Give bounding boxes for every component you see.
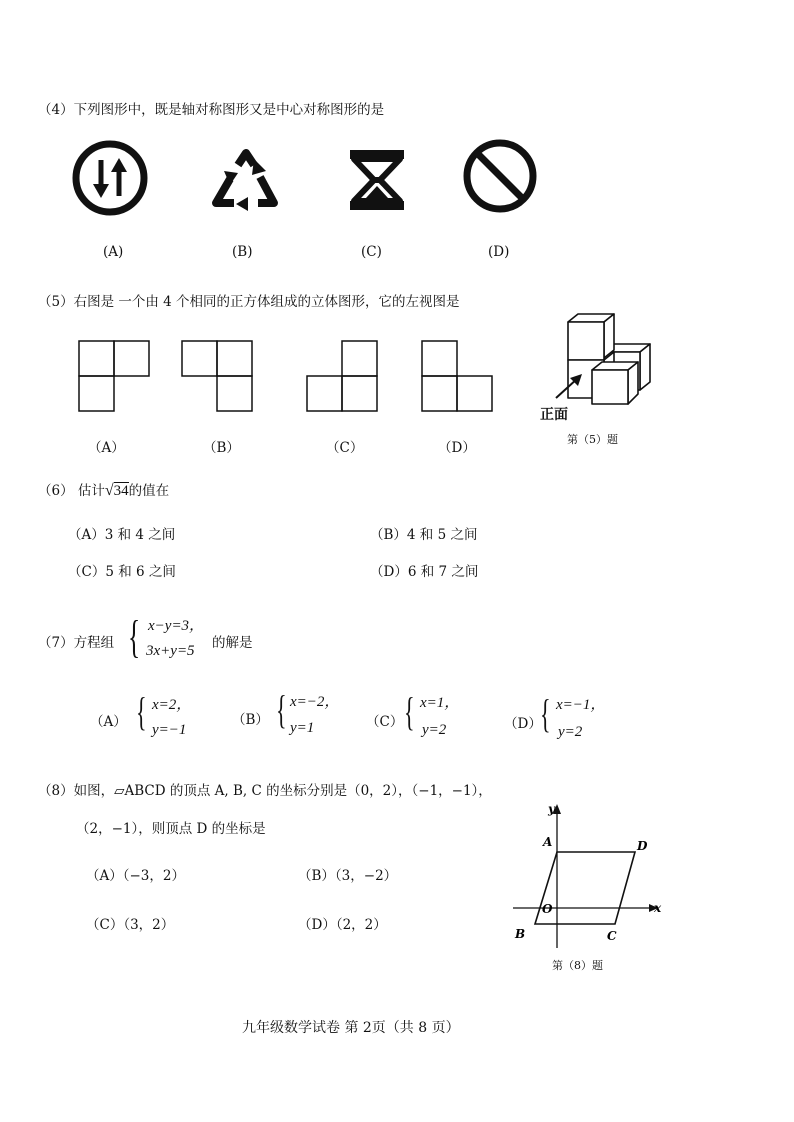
vertex-d-label: D — [637, 839, 648, 853]
up-down-arrows-symbol-icon — [70, 138, 150, 218]
q7-c-line2: y=2 — [422, 722, 447, 738]
q5-label-d: （D） — [438, 440, 476, 456]
q7-b-line1: x=−2， — [290, 694, 340, 710]
q6-stem-suffix: 的值在 — [128, 483, 170, 499]
q7-label-c: （C） — [366, 714, 404, 730]
q5-stem: （5）右图是 一个由 4 个相同的正方体组成的立体图形，它的左视图是 — [38, 294, 460, 310]
q6-option-d: （D）6 和 7 之间 — [370, 564, 479, 580]
q7-b-line2: y=1 — [290, 720, 315, 736]
prohibition-sign-icon — [460, 136, 540, 216]
q5-label-a: （A） — [88, 440, 125, 456]
q8-option-b: （B）（3，−2） — [298, 868, 398, 884]
q7-stem-prefix: （7）方程组 — [38, 635, 115, 651]
q8-option-c: （C）（3，2） — [86, 917, 175, 933]
q6-option-a: （A）3 和 4 之间 — [68, 527, 176, 543]
q6-stem-prefix: （6） 估计 — [38, 483, 105, 499]
q7-eq2: 3x+y=5 — [146, 643, 195, 659]
q5-option-d-figure — [421, 340, 493, 412]
q8-option-a: （A）（−3，2） — [86, 868, 185, 884]
q7-d-line2: y=2 — [558, 724, 583, 740]
q7-d-line1: x=−1， — [556, 697, 606, 713]
q7-c-line1: x=1， — [420, 695, 460, 711]
sqrt-sign: √ — [104, 482, 114, 499]
q7-a-line1: x=2， — [152, 697, 192, 713]
q7-brace-b: { — [276, 687, 287, 732]
q7-label-d: （D） — [504, 716, 542, 732]
q7-brace-c: { — [404, 689, 415, 734]
q4-label-b: (B) — [232, 244, 253, 260]
q7-brace-a: { — [136, 689, 147, 734]
q7-label-a: （A） — [90, 714, 127, 730]
q6-stem — [38, 482, 169, 500]
q6-radicand: 34 — [113, 483, 129, 499]
vertex-a-label: A — [543, 835, 553, 849]
q8-stem-line1: （8）如图，▱ABCD 的顶点 A, B, C 的坐标分别是（0，2），（−1，−1）， — [38, 783, 492, 799]
q7-stem-suffix: 的解是 — [212, 635, 253, 651]
q5-label-b: （B） — [203, 440, 240, 456]
q8-parallelogram-figure — [505, 800, 675, 952]
q4-label-d: (D) — [488, 244, 510, 260]
x-axis-label: x — [654, 901, 662, 915]
q6-option-b: （B）4 和 5 之间 — [370, 527, 478, 543]
q4-label-c: (C) — [361, 244, 382, 260]
q5-label-c: （C） — [326, 440, 364, 456]
vertex-c-label: C — [607, 929, 617, 943]
q4-label-a: (A) — [103, 244, 124, 260]
q6-option-c: （C）5 和 6 之间 — [68, 564, 176, 580]
q7-brace-d: { — [540, 691, 551, 736]
q8-figure-caption: 第（8）题 — [552, 959, 603, 972]
recycle-triangle-icon — [208, 145, 284, 217]
q5-option-c-figure — [306, 340, 378, 412]
q7-a-line2: y=−1 — [152, 722, 187, 738]
page-footer: 九年级数学试卷 第 2页（共 8 页） — [242, 1020, 460, 1036]
q7-brace: { — [128, 611, 141, 662]
q8-stem-line2: （2，−1），则顶点 D 的坐标是 — [76, 821, 266, 837]
origin-label: O — [542, 902, 553, 916]
y-axis-label: y — [548, 802, 555, 816]
q5-figure-caption: 第（5）题 — [567, 433, 618, 446]
q5-front-label: 正面 — [540, 407, 568, 423]
q5-option-b-figure — [181, 340, 253, 412]
q5-option-a-figure — [78, 340, 150, 412]
q8-option-d: （D）（2，2） — [298, 917, 387, 933]
vertex-b-label: B — [515, 927, 526, 941]
q7-label-b: （B） — [232, 712, 269, 728]
hourglass-icon — [346, 146, 408, 214]
q7-eq1: x−y=3， — [148, 618, 205, 634]
q4-stem: （4）下列图形中，既是轴对称图形又是中心对称图形的是 — [38, 102, 385, 118]
